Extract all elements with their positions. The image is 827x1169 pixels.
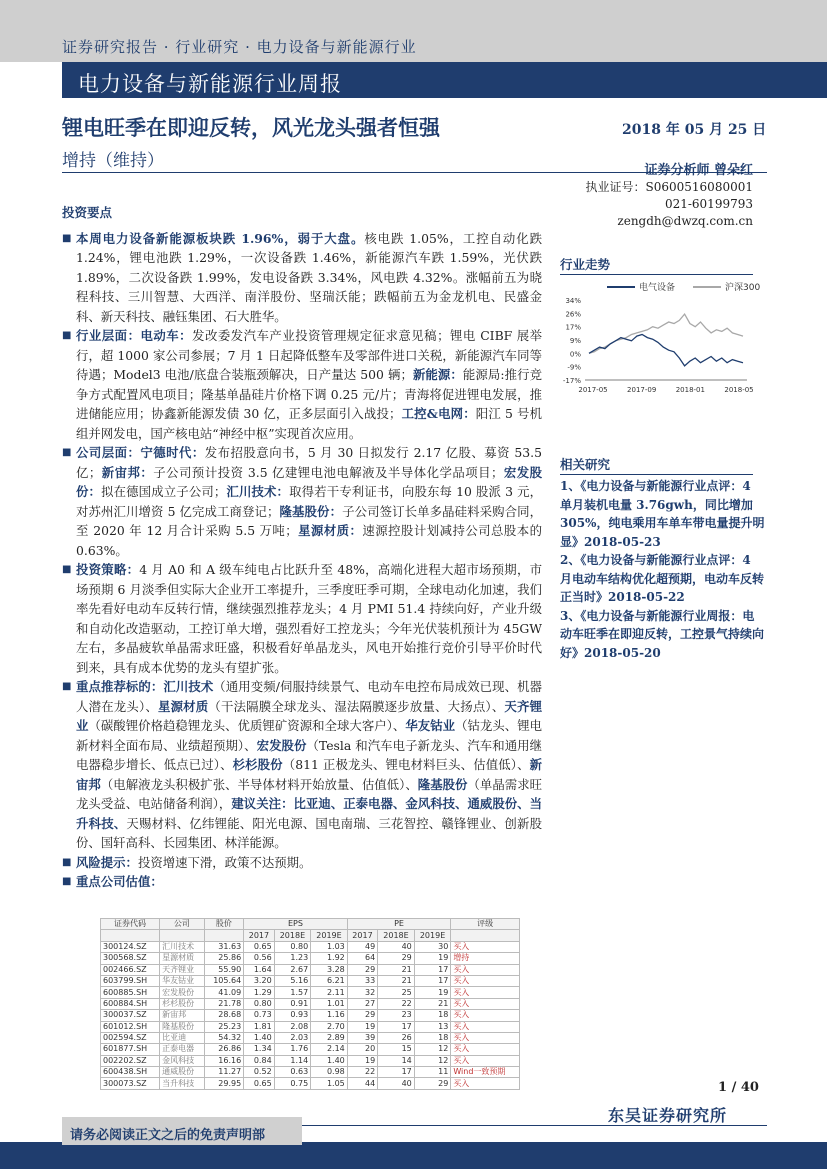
summary-paragraph-company: ■ 公司层面：宁德时代：发布招股意向书，5 月 30 日拟发行 2.17 亿股、募资 53.5 亿；新宙邦：子公司预计投资 3.5 亿建锂电池电解液及半导体化学品项目；宏发股份：拟在德国成立子公司；汇川技术：取得若干专利证书，向股东每 10 股派 3 元，对苏州汇川增资 5 亿完成工商登记；隆基股份：子公司签订长单多晶硅料采购合同，至 2020 年 12 月合计采购 5.5 万吨；星源材质：速源控股计划减持公司总股本的 0.63%。 — [62, 443, 542, 560]
report-date: 2018 年 05 月 25 日 — [622, 122, 767, 138]
table-cell: 买入 — [451, 1078, 520, 1089]
table-row — [101, 1067, 520, 1078]
table-cell: 39 — [347, 1032, 377, 1043]
table-cell: 19 — [347, 1055, 377, 1066]
table-cell: 通威股份 — [160, 1067, 204, 1078]
table-cell: 1.64 — [244, 964, 274, 975]
table-row — [101, 998, 520, 1009]
table-cell: 杉杉股份 — [160, 998, 204, 1009]
breadcrumb: 证券研究报告 · 行业研究 · 电力设备与新能源行业 — [62, 38, 417, 56]
table-cell: 23 — [378, 1010, 415, 1021]
table-cell: 1.40 — [311, 1055, 348, 1066]
table-row — [101, 1078, 520, 1089]
series-line — [589, 335, 743, 366]
table-cell: 14 — [378, 1055, 415, 1066]
related-item[interactable]: 3、《电力设备与新能源行业周报：电动车旺季在即迎反转，工控景气持续向好》2018-05-20 — [560, 608, 765, 660]
table-cell: 29 — [414, 1078, 451, 1089]
trend-title: 行业走势 — [560, 257, 611, 272]
table-cell: 17 — [414, 964, 451, 975]
table-cell: 1.92 — [311, 953, 348, 964]
table-row — [101, 953, 520, 964]
related-item[interactable]: 1、《电力设备与新能源行业点评：4 单月装机电量 3.76gwh，同比增加 305%，纯电乘用车单车带电量提升明显》2018-05-23 — [560, 479, 765, 549]
legend-label: 沪深300 — [725, 283, 761, 293]
table-cell: 19 — [414, 953, 451, 964]
table-cell: 1.01 — [311, 998, 348, 1009]
table-cell: 002466.SZ — [101, 964, 160, 975]
table-cell: 汇川技术 — [160, 941, 204, 952]
table-cell: 天齐锂业 — [160, 964, 204, 975]
table-cell: 002202.SZ — [101, 1055, 160, 1066]
table-cell: Wind一致预期 — [451, 1067, 520, 1078]
table-cell: 买入 — [451, 1055, 520, 1066]
table-cell: 1.16 — [311, 1010, 348, 1021]
y-tick-label: 17% — [565, 323, 581, 332]
table-cell: 2.67 — [274, 964, 311, 975]
table-cell: 3.20 — [244, 975, 274, 986]
table-cell: 1.57 — [274, 987, 311, 998]
table-cell: 13 — [414, 1021, 451, 1032]
table-cell: 25.23 — [204, 1021, 244, 1032]
valuation-heading: ■ 重点公司估值： — [62, 872, 542, 892]
table-cell: 0.56 — [244, 953, 274, 964]
table-subheader — [204, 930, 244, 941]
table-cell: 1.40 — [244, 1032, 274, 1043]
table-cell: 0.63 — [274, 1067, 311, 1078]
table-cell: 3.28 — [311, 964, 348, 975]
table-cell: 15 — [378, 1044, 415, 1055]
table-subheader: 2019E — [414, 930, 451, 941]
table-cell: 002594.SZ — [101, 1032, 160, 1043]
table-header: 股价 — [204, 919, 244, 930]
y-tick-label: 9% — [569, 337, 581, 345]
table-cell: 11 — [414, 1067, 451, 1078]
table-row — [101, 941, 520, 952]
table-cell: 55.90 — [204, 964, 244, 975]
table-cell: 0.65 — [244, 1078, 274, 1089]
y-tick-label: 26% — [565, 310, 581, 319]
table-cell: 19 — [347, 1021, 377, 1032]
table-cell: 33 — [347, 975, 377, 986]
x-tick-label: 2017-09 — [627, 386, 657, 394]
table-cell: 600884.SH — [101, 998, 160, 1009]
related-title: 相关研究 — [560, 457, 611, 472]
series-line — [589, 314, 743, 353]
table-cell: 26 — [378, 1032, 415, 1043]
related-item[interactable]: 2、《电力设备与新能源行业点评：4 月电动车结构优化超预期，电动车反转正当时》2018-05-22 — [560, 553, 765, 604]
table-cell: 19 — [414, 987, 451, 998]
table-cell: 25 — [378, 987, 415, 998]
table-cell: 买入 — [451, 1010, 520, 1021]
table-cell: 26.86 — [204, 1044, 244, 1055]
table-cell: 1.81 — [244, 1021, 274, 1032]
page-title: 锂电旺季在即迎反转，风光龙头强者恒强 — [62, 115, 440, 140]
table-cell: 0.98 — [311, 1067, 348, 1078]
table-cell: 买入 — [451, 975, 520, 986]
table-subheader — [451, 930, 520, 941]
table-subheader: 2017 — [244, 930, 274, 941]
table-row — [101, 975, 520, 986]
table-cell: 0.84 — [244, 1055, 274, 1066]
table-header: 评级 — [451, 919, 520, 930]
table-cell: 2.14 — [311, 1044, 348, 1055]
table-cell: 21 — [378, 964, 415, 975]
y-tick-label: -17% — [562, 377, 581, 385]
table-cell: 隆基股份 — [160, 1021, 204, 1032]
table-cell: 1.23 — [274, 953, 311, 964]
table-row — [101, 1032, 520, 1043]
table-cell: 29 — [378, 953, 415, 964]
table-cell: 300124.SZ — [101, 941, 160, 952]
table-row — [101, 987, 520, 998]
table-cell: 星源材质 — [160, 953, 204, 964]
table-cell: 0.75 — [274, 1078, 311, 1089]
table-cell: 18 — [414, 1010, 451, 1021]
table-cell: 宏发股份 — [160, 987, 204, 998]
table-cell: 2.03 — [274, 1032, 311, 1043]
table-cell: 0.65 — [244, 941, 274, 952]
table-subheader: 2018E — [378, 930, 415, 941]
table-cell: 当升科技 — [160, 1078, 204, 1089]
table-cell: 27 — [347, 998, 377, 1009]
report-type: 电力设备与新能源行业周报 — [78, 72, 342, 96]
table-cell: 21 — [378, 975, 415, 986]
table-cell: 2.89 — [311, 1032, 348, 1043]
table-cell: 600885.SH — [101, 987, 160, 998]
table-row — [101, 1055, 520, 1066]
table-cell: 2.70 — [311, 1021, 348, 1032]
table-subheader: 2019E — [311, 930, 348, 941]
analyst-block — [560, 162, 753, 230]
table-cell: 29 — [347, 1010, 377, 1021]
table-cell: 增持 — [451, 953, 520, 964]
table-cell: 0.52 — [244, 1067, 274, 1078]
table-cell: 25.86 — [204, 953, 244, 964]
table-row — [101, 1021, 520, 1032]
table-cell: 22 — [347, 1067, 377, 1078]
table-cell: 0.80 — [274, 941, 311, 952]
table-cell: 17 — [414, 975, 451, 986]
table-cell: 0.91 — [274, 998, 311, 1009]
table-cell: 11.27 — [204, 1067, 244, 1078]
table-cell: 32 — [347, 987, 377, 998]
table-cell: 300568.SZ — [101, 953, 160, 964]
summary-paragraph-industry: ■ 行业层面：电动车：发改委发汽车产业投资管理规定征求意见稿；锂电 CIBF 展举行，超 1000 家公司参展；7 月 1 日起降低整车及零部件进口关税，新能源汽车同等待遇；Model3 电池/底盘合装瓶颈解决，日产量达 500 辆；新能源：能源局:推行竞争方式配置风电项目；隆基单晶硅片价格下调 0.25 元/片；青海将促进锂电发展，推进储能应用；协鑫新能源发债 30 亿，正多层面引入战投；工控&电网：阳江 5 号机组并网发电，国产核电站“神经中枢”实现首次应用。 — [62, 326, 542, 443]
investment-summary — [62, 203, 542, 892]
table-cell: 40 — [378, 941, 415, 952]
analyst-license: 执业证号：S0600516080001 — [585, 180, 753, 194]
divider — [560, 274, 753, 275]
section-title: 投资要点 — [62, 205, 113, 220]
table-cell: 1.14 — [274, 1055, 311, 1066]
table-cell: 601012.SH — [101, 1021, 160, 1032]
table-subheader — [160, 930, 204, 941]
table-cell: 1.03 — [311, 941, 348, 952]
table-cell: 105.64 — [204, 975, 244, 986]
table-cell: 买入 — [451, 1032, 520, 1043]
related-research-list — [560, 477, 765, 662]
table-subheader: 2017 — [347, 930, 377, 941]
table-cell: 0.93 — [274, 1010, 311, 1021]
table-header: PE — [347, 919, 451, 930]
table-row — [101, 964, 520, 975]
table-row — [101, 1010, 520, 1021]
table-cell: 正泰电器 — [160, 1044, 204, 1055]
page-number: 1 / 40 — [718, 1080, 759, 1095]
table-cell: 比亚迪 — [160, 1032, 204, 1043]
y-tick-label: -9% — [567, 363, 581, 372]
table-cell: 2.08 — [274, 1021, 311, 1032]
legend-label: 电气设备 — [639, 283, 676, 293]
table-cell: 44 — [347, 1078, 377, 1089]
table-cell: 买入 — [451, 941, 520, 952]
table-cell: 买入 — [451, 998, 520, 1009]
table-row — [101, 1044, 520, 1055]
table-cell: 49 — [347, 941, 377, 952]
table-cell: 603799.SH — [101, 975, 160, 986]
table-header: 公司 — [160, 919, 204, 930]
table-header: EPS — [244, 919, 348, 930]
table-cell: 600438.SH — [101, 1067, 160, 1078]
y-tick-label: 34% — [565, 297, 581, 305]
summary-paragraph-picks: ■ 重点推荐标的：汇川技术（通用变频/伺服持续景气、电动车电控布局成效已现、机器人潜在龙头）、星源材质（干法隔膜全球龙头、湿法隔膜逐步放量、大扬点）、天齐锂业（碳酸锂价格趋稳锂龙头、优质锂矿资源和全球大客户）、华友钴业（钴龙头、锂电新材料全面布局、业绩超预期）、宏发股份（Tesla 和汽车电子新龙头、汽车和通用继电器稳步增长、低点已过）、杉杉股份（811 正极龙头、锂电材料巨头、估值低）、新宙邦（电解液龙头积极扩张、半导体材料开始放量、估值低）、隆基股份（单晶需求旺龙头受益、电站储备利润），建议关注：比亚迪、正泰电器、金风科技、通威股份、当升科技、天赐材料、亿纬锂能、阳光电源、国电南瑞、三花智控、赣锋锂业、创新股份、国轩高科、长园集团、林洋能源。 — [62, 677, 542, 853]
table-cell: 买入 — [451, 964, 520, 975]
valuation-table — [100, 918, 520, 1090]
y-tick-label: 0% — [569, 350, 581, 359]
table-cell: 28.68 — [204, 1010, 244, 1021]
table-cell: 0.80 — [244, 998, 274, 1009]
table-cell: 21 — [414, 998, 451, 1009]
summary-paragraph-risk: ■ 风险提示：投资增速下滑，政策不达预期。 — [62, 853, 542, 873]
firm-name: 东吴证券研究所 — [608, 1106, 728, 1125]
table-cell: 新宙邦 — [160, 1010, 204, 1021]
table-cell: 17 — [378, 1067, 415, 1078]
table-cell: 华友钴业 — [160, 975, 204, 986]
table-cell: 31.63 — [204, 941, 244, 952]
table-cell: 买入 — [451, 987, 520, 998]
table-cell: 29 — [347, 964, 377, 975]
table-cell: 22 — [378, 998, 415, 1009]
table-cell: 12 — [414, 1055, 451, 1066]
table-cell: 买入 — [451, 1021, 520, 1032]
table-cell: 18 — [414, 1032, 451, 1043]
table-cell: 买入 — [451, 1044, 520, 1055]
table-cell: 64 — [347, 953, 377, 964]
table-cell: 16.16 — [204, 1055, 244, 1066]
table-cell: 1.05 — [311, 1078, 348, 1089]
x-tick-label: 2018-05 — [724, 386, 754, 394]
summary-paragraph-market: ■ 本周电力设备新能源板块跌 1.96%，弱于大盘。核电跌 1.05%，工控自动化跌 1.24%，锂电池跌 1.29%，一次设备跌 1.46%，新能源汽车跌 1.59%，光伏跌 1.89%，二次设备跌 1.99%，发电设备跌 3.34%，风电跌 4.32%。涨幅前五为晓程科技、三川智慧、大西洋、南洋股份、坚瑞沃能；跌幅前五为金龙机电、民盛金科、新天科技、融钰集团、石大胜华。 — [62, 229, 542, 327]
disclaimer: 请务必阅读正文之后的免责声明部 — [70, 1128, 266, 1143]
table-cell: 20 — [347, 1044, 377, 1055]
table-cell: 1.29 — [244, 987, 274, 998]
table-cell: 1.34 — [244, 1044, 274, 1055]
table-cell: 41.09 — [204, 987, 244, 998]
table-cell: 0.73 — [244, 1010, 274, 1021]
industry-trend-chart — [555, 278, 761, 400]
x-tick-label: 2017-05 — [578, 386, 608, 394]
x-tick-label: 2018-01 — [675, 386, 705, 394]
table-cell: 300073.SZ — [101, 1078, 160, 1089]
table-cell: 29.95 — [204, 1078, 244, 1089]
analyst-phone: 021-60199793 — [664, 197, 753, 211]
table-subheader: 2018E — [274, 930, 311, 941]
divider — [560, 474, 753, 475]
table-cell: 6.21 — [311, 975, 348, 986]
table-cell: 54.32 — [204, 1032, 244, 1043]
table-cell: 17 — [378, 1021, 415, 1032]
table-cell: 1.76 — [274, 1044, 311, 1055]
table-cell: 30 — [414, 941, 451, 952]
analyst-email[interactable]: zengdh@dwzq.com.cn — [617, 214, 753, 228]
table-cell: 21.78 — [204, 998, 244, 1009]
table-subheader — [101, 930, 160, 941]
footer-band — [0, 1142, 827, 1169]
rating: 增持（维持） — [62, 151, 164, 171]
table-header: 证券代码 — [101, 919, 160, 930]
table-cell: 5.16 — [274, 975, 311, 986]
table-cell: 40 — [378, 1078, 415, 1089]
table-cell: 12 — [414, 1044, 451, 1055]
summary-paragraph-strategy: ■ 投资策略：4 月 A0 和 A 级车纯电占比跃升至 48%，高端化进程大超市场预期，市场预期 6 月淡季但实际大企业开工率提升，三季度旺季可期，全球电动化加速，我们率先看好电动车反转行情，继续强烈推荐龙头；4 月 PMI 51.4 持续向好，产业升级和自动化改造驱动，工控订单大增，强烈看好工控龙头；今年光伏装机预计为 45GW 左右，多晶疲软单晶需求旺盛，积极看好单晶龙头，风电开始推行竞价引导平价时代到来，具有成本优势的龙头有望扩张。 — [62, 560, 542, 677]
table-cell: 300037.SZ — [101, 1010, 160, 1021]
table-cell: 601877.SH — [101, 1044, 160, 1055]
analyst-name: 证券分析师 曾朵红 — [644, 163, 753, 178]
table-cell: 2.11 — [311, 987, 348, 998]
table-cell: 金风科技 — [160, 1055, 204, 1066]
